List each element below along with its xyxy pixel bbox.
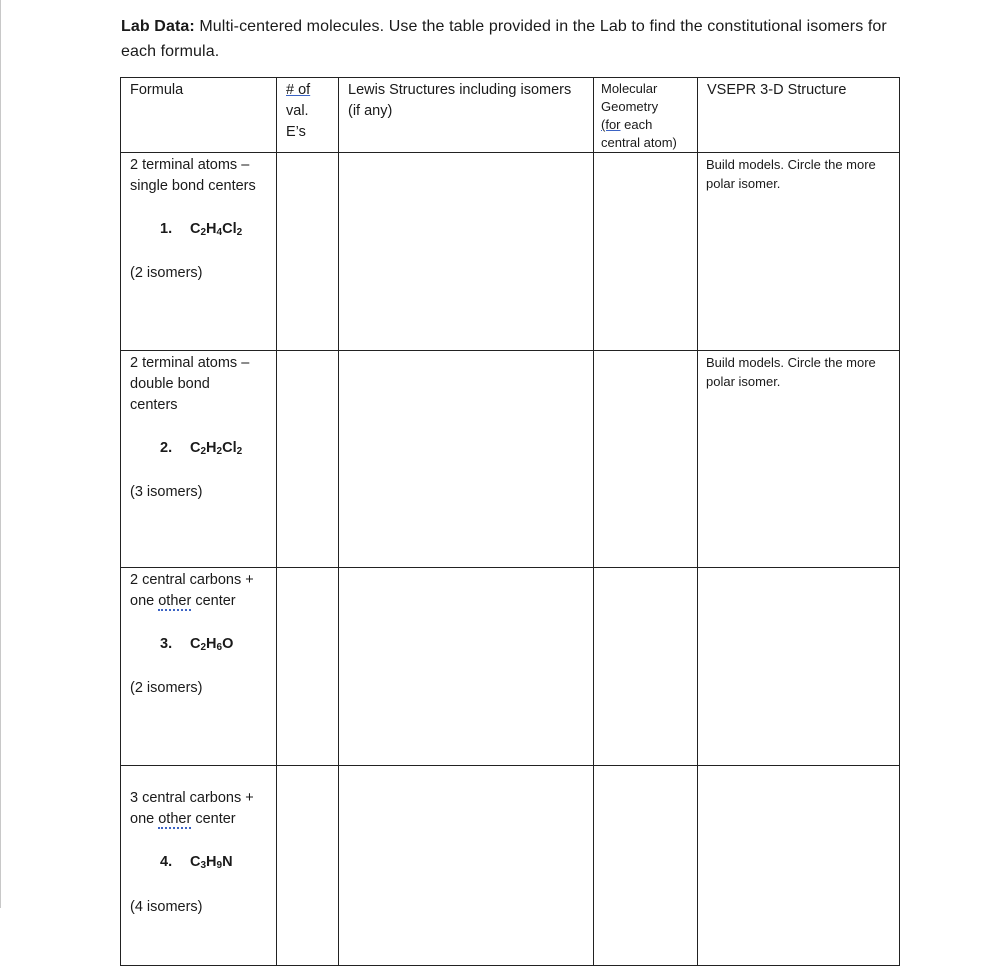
lab-data-intro [121, 14, 921, 64]
lewis-answer-cell-1[interactable] [339, 153, 594, 351]
isomer-count-1: (2 isomers) [130, 265, 203, 281]
header-valence-electrons [277, 78, 339, 153]
lewis-answer-cell-2[interactable] [339, 351, 594, 568]
geometry-answer-cell-1[interactable] [594, 153, 698, 351]
header-vsepr: VSEPR 3-D Structure [698, 78, 900, 153]
lab-data-table [120, 77, 900, 966]
valence-answer-cell-2[interactable] [277, 351, 339, 568]
valence-answer-cell-3[interactable] [277, 568, 339, 766]
formula-4: 4. $C_3H_9N$ [160, 854, 233, 871]
formula-cell-2: 2 terminal atoms – double bond centers 2. $C_2H_2Cl_2$ (3 isomers) [121, 351, 277, 568]
isomer-count-2: (3 isomers) [130, 484, 203, 500]
vsepr-note-2: Build models. Circle the more polar isomer. [706, 355, 876, 389]
lewis-line1: Lewis Structures including isomers [348, 82, 572, 98]
vsepr-answer-cell-1[interactable] [698, 153, 900, 351]
lewis-answer-cell-4[interactable] [339, 766, 594, 966]
header-formula: Formula [121, 78, 277, 153]
table-row [121, 766, 900, 966]
valence-answer-cell-1[interactable] [277, 153, 339, 351]
vsepr-answer-cell-3[interactable] [698, 568, 900, 766]
lewis-answer-cell-3[interactable] [339, 568, 594, 766]
isomer-count-4: (4 isomers) [130, 899, 203, 915]
valence-answer-cell-4[interactable] [277, 766, 339, 966]
header-molecular-geometry: Molecular Geometry (for each central atom) [594, 78, 698, 153]
formula-2: 2. $C_2H_2Cl_2$ [160, 440, 243, 457]
valence-line2: val. [286, 103, 309, 119]
geometry-answer-cell-4[interactable] [594, 766, 698, 966]
formula-cell-4: 3 central carbons + one other center 4. $C_3H_9N$ (4 isomers) [121, 766, 277, 966]
vsepr-answer-cell-4[interactable] [698, 766, 900, 966]
lab-data-label: Lab Data: [121, 18, 195, 35]
lab-data-instructions: Multi-centered molecules. Use the table provided in the Lab to find the constitutional isomers for each formula. [121, 18, 887, 60]
lewis-line2: (if any) [348, 103, 393, 119]
geometry-answer-cell-3[interactable] [594, 568, 698, 766]
formula-3: 3. $C_2H_6O$ [160, 636, 234, 653]
formula-cell-3: 2 central carbons + one other center 3. $C_2H_6O$ (2 isomers) [121, 568, 277, 766]
formula-1: 1. $C_2H_4Cl_2$ [160, 221, 243, 238]
header-lewis-structures [339, 78, 594, 153]
valence-line1: # of [286, 82, 311, 98]
vsepr-note-1: Build models. Circle the more polar isomer. [706, 157, 876, 191]
geometry-answer-cell-2[interactable] [594, 351, 698, 568]
isomer-count-3: (2 isomers) [130, 680, 203, 696]
page-left-border [0, 0, 1, 908]
valence-line3: E’s [286, 124, 306, 140]
vsepr-answer-cell-2[interactable] [698, 351, 900, 568]
table-row [121, 351, 900, 568]
table-row [121, 153, 900, 351]
table-header-row [121, 78, 900, 153]
formula-cell-1: 2 terminal atoms – single bond centers 1. $C_2H_4Cl_2$ (2 isomers) [121, 153, 277, 351]
table-row [121, 568, 900, 766]
